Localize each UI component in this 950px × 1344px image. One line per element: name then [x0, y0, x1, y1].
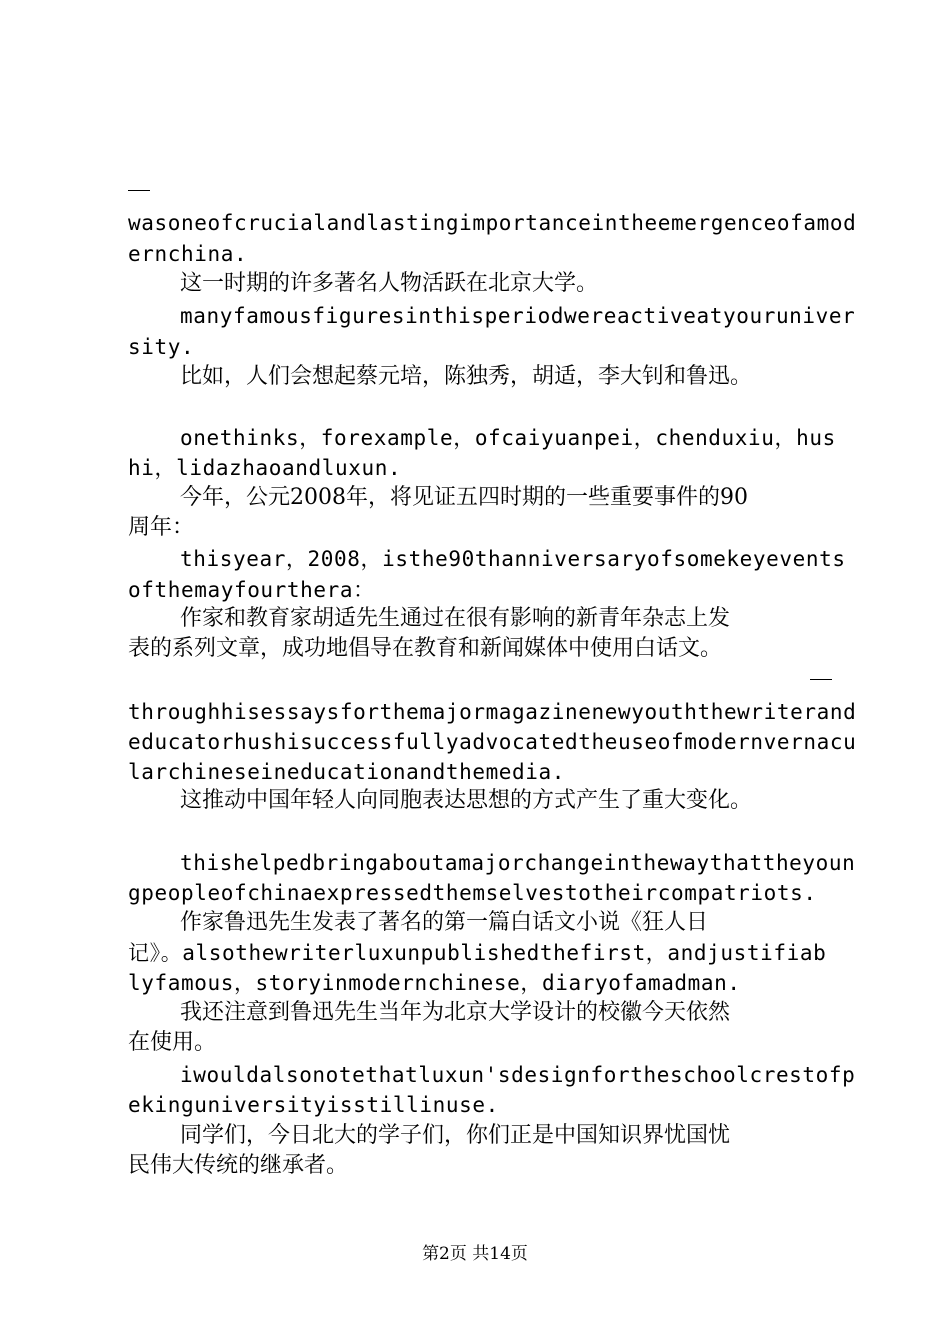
text-line: throughhisessaysforthemajormagazinenewyouththewriterand — [128, 700, 857, 724]
text-line: 民伟大传统的继承者。 — [128, 1153, 349, 1178]
text-line: educatorhushisuccessfullyadvocatedtheuseofmodernvernacu — [128, 730, 857, 754]
text-line: hi，lidazhaoandluxun. — [128, 456, 402, 480]
text-line: 今年，公元2008年，将见证五四时期的一些重要事件的90 — [180, 485, 748, 510]
text-line: sity. — [128, 335, 195, 359]
text-line: 记》。alsothewriterluxunpublishedthefirst，andjustifiab — [128, 941, 827, 965]
dash-rule-right — [810, 679, 832, 680]
text-line: thisyear，2008，isthe90thanniversaryofsomekeyevents — [180, 547, 846, 571]
text-line: thishelpedbringaboutamajorchangeinthewaythattheyoun — [180, 851, 856, 875]
text-line: ofthemayfourthera： — [128, 578, 375, 602]
text-line: iwouldalsonotethatluxun'sdesignfortheschoolcrestofp — [180, 1063, 856, 1087]
text-line: 周年： — [128, 515, 195, 540]
text-line: ekinguniversityisstillinuse. — [128, 1093, 499, 1117]
text-line: 这推动中国年轻人向同胞表达思想的方式产生了重大变化。 — [180, 788, 753, 813]
text-line: gpeopleofchinaexpressedthemselvestotheircompatriots. — [128, 881, 817, 905]
text-line: lyfamous，storyinmodernchinese，diaryofamadman. — [128, 971, 741, 995]
text-line: 比如，人们会想起蔡元培，陈独秀，胡适，李大钊和鲁迅。 — [180, 364, 753, 389]
text-line: larchineseineducationandthemedia. — [128, 760, 566, 784]
text-line: 作家鲁迅先生发表了著名的第一篇白话文小说《狂人日 — [180, 910, 709, 935]
text-line: 这一时期的许多著名人物活跃在北京大学。 — [180, 271, 599, 296]
text-line: ernchina. — [128, 242, 248, 266]
dash-rule-top — [128, 190, 150, 191]
text-line: 我还注意到鲁迅先生当年为北京大学设计的校徽今天依然 — [180, 1000, 731, 1025]
text-line: 表的系列文章，成功地倡导在教育和新闻媒体中使用白话文。 — [128, 636, 723, 661]
text-line: 在使用。 — [128, 1030, 217, 1055]
text-line: 作家和教育家胡适先生通过在很有影响的新青年杂志上发 — [180, 606, 731, 631]
text-line: wasoneofcrucialandlastingimportanceintheemergenceofamod — [128, 211, 857, 235]
text-line: onethinks，forexample，ofcaiyuanpei，chenduxiu，hus — [180, 426, 836, 450]
page-footer: 第2页 共14页 — [422, 1244, 528, 1264]
text-line: manyfamousfiguresinthisperiodwereactiveatyouruniver — [180, 304, 856, 328]
text-line: 同学们，今日北大的学子们，你们正是中国知识界忧国忧 — [180, 1123, 731, 1148]
